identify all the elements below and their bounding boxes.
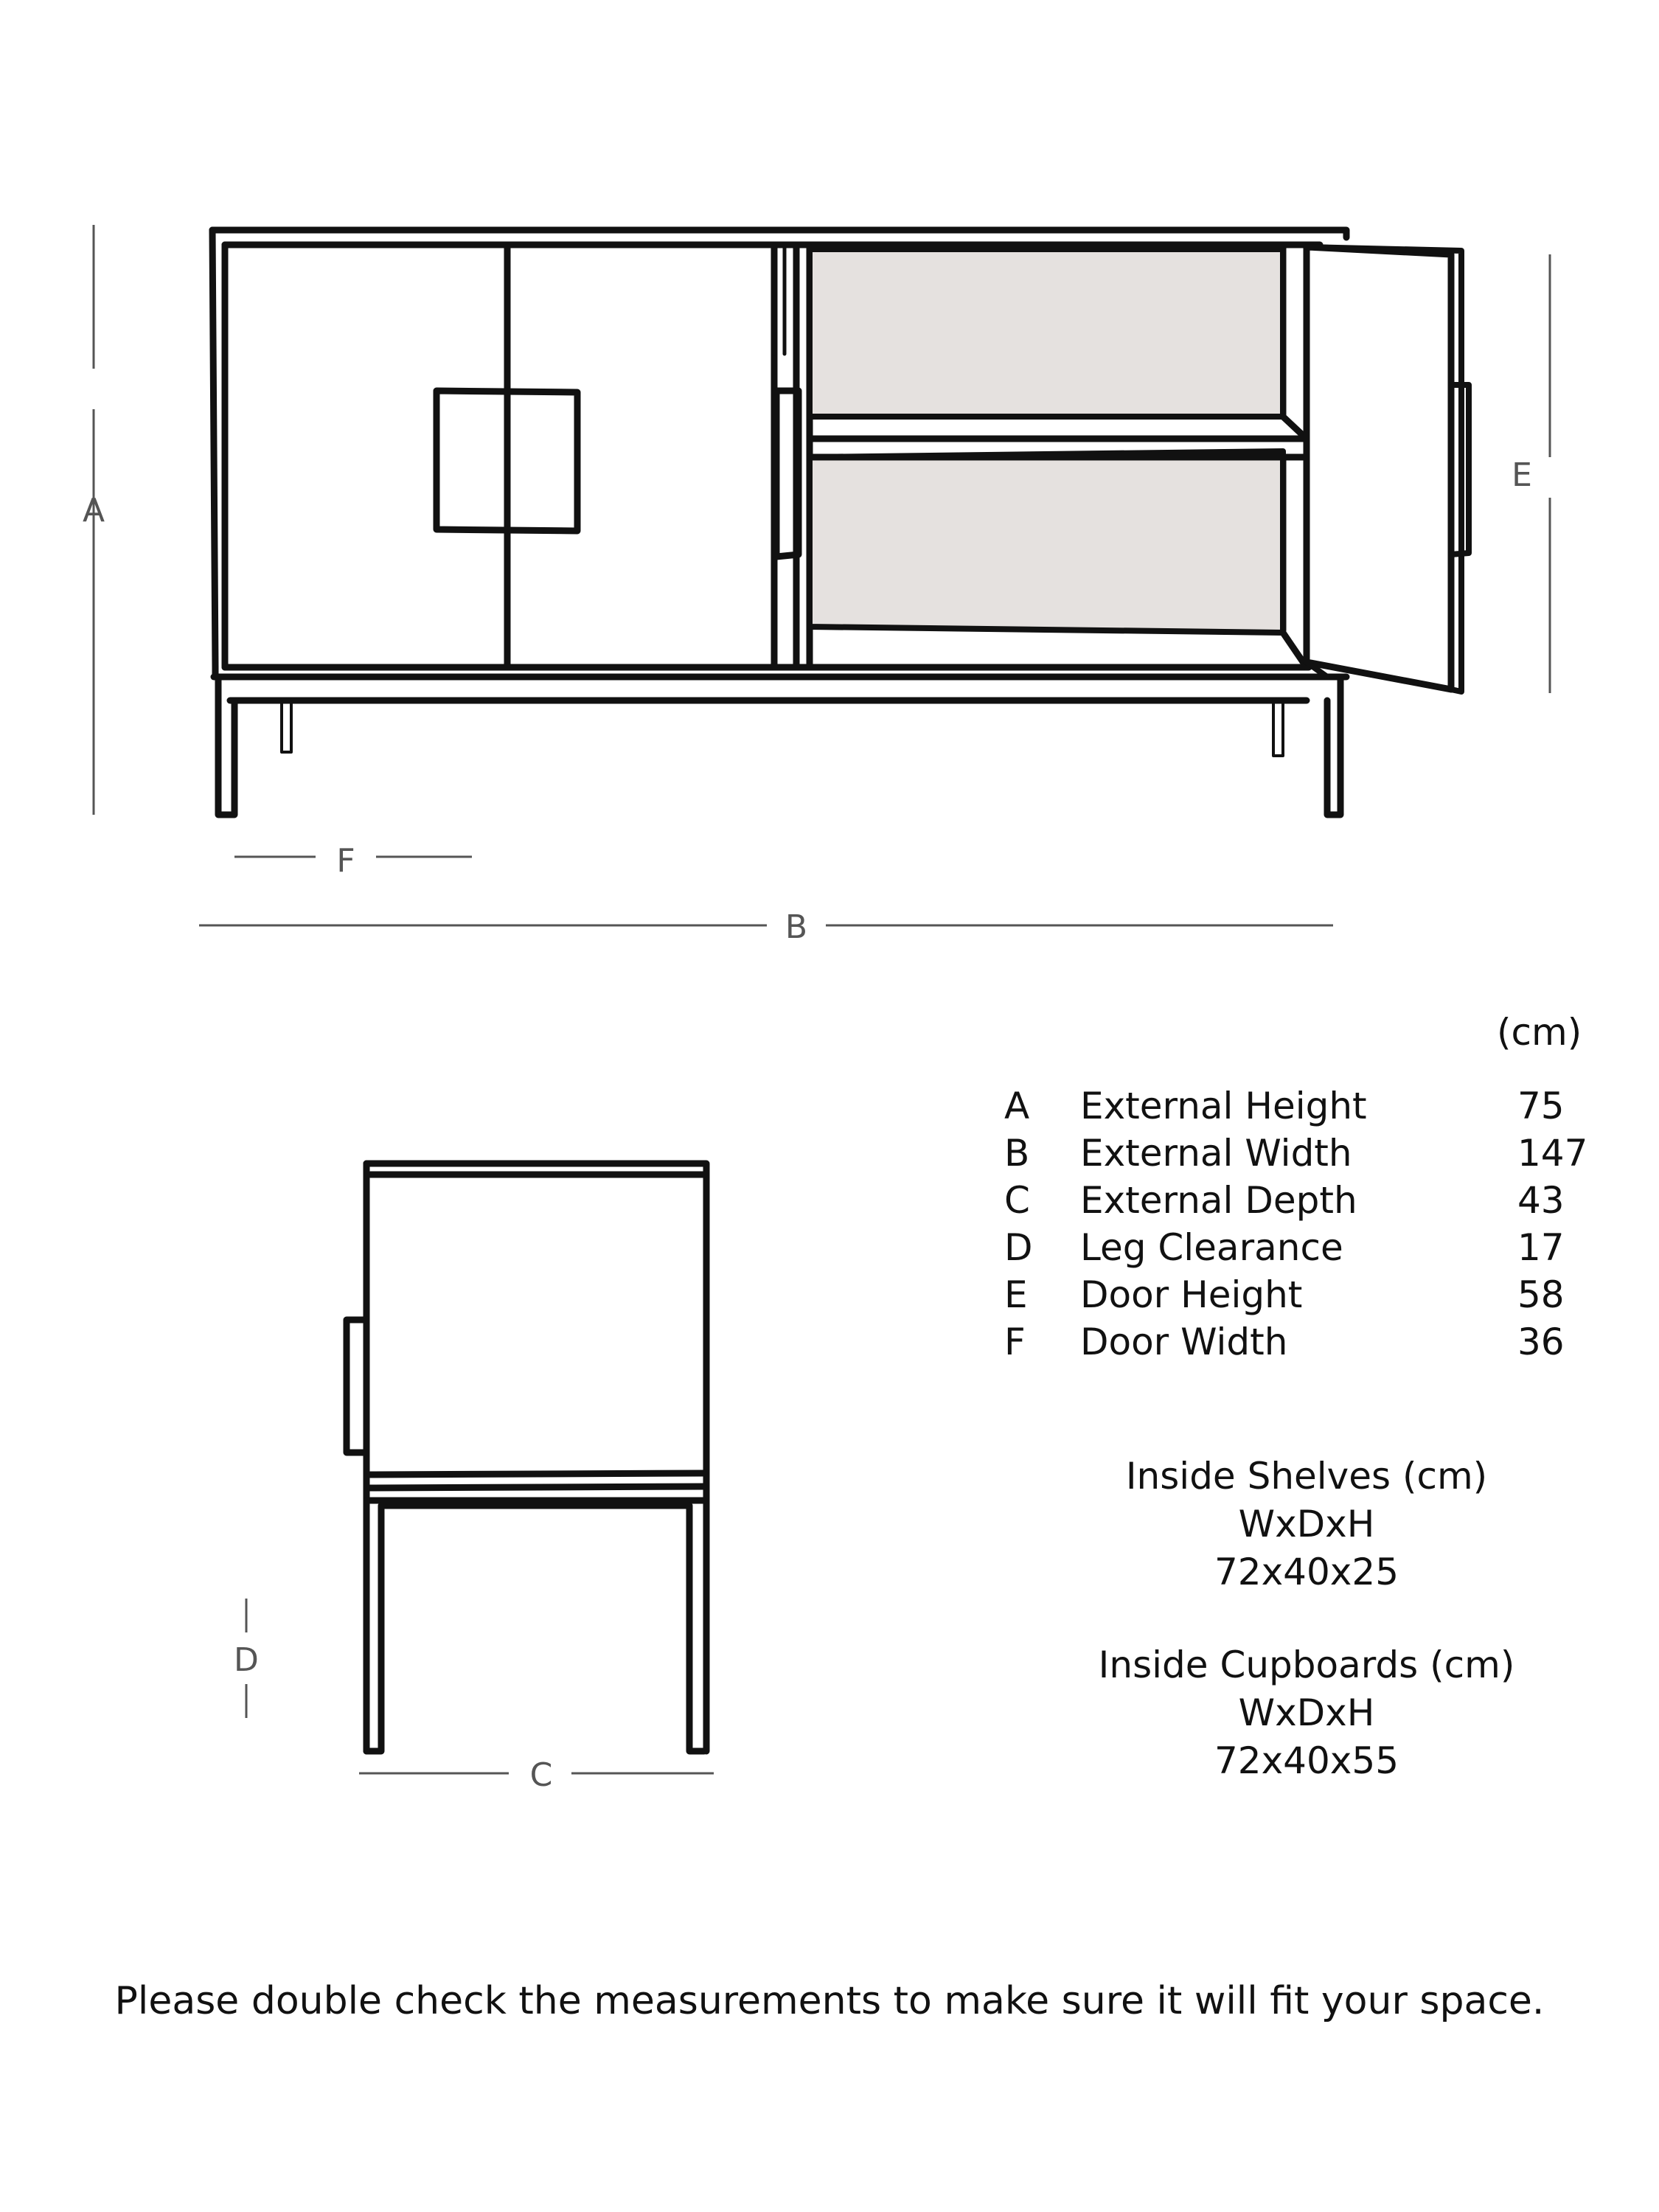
dim-label-d: D [234,1641,259,1679]
spec-value: 58 [1517,1273,1565,1316]
dim-label-b: B [785,908,808,946]
spec-value: 147 [1517,1132,1588,1175]
spec-label: External Depth [1080,1179,1357,1222]
spec-letter: B [1004,1132,1030,1175]
inside-shelves-title: Inside Shelves (cm) [1125,1455,1488,1498]
inside-shelves-block [1048,1453,1565,1596]
inside-cupboards-format: WxDxH [1238,1691,1375,1734]
inside-shelves-value: 72x40x25 [1214,1551,1399,1593]
spec-letter: F [1004,1321,1026,1363]
unit-header: (cm) [1497,1011,1582,1054]
spec-value: 17 [1517,1226,1565,1269]
dim-label-f: F [336,842,355,880]
dim-label-a: A [82,492,105,529]
spec-label: Leg Clearance [1080,1226,1343,1269]
dim-label-e: E [1512,456,1532,494]
inside-cupboards-block [1048,1641,1565,1785]
spec-letter: E [1004,1273,1028,1316]
spec-letter: D [1004,1226,1033,1269]
spec-label: Door Height [1080,1273,1303,1316]
inside-shelves-format: WxDxH [1238,1503,1375,1545]
spec-value: 43 [1517,1179,1565,1222]
spec-letter: A [1004,1085,1030,1127]
spec-letter: C [1004,1179,1030,1222]
inside-cupboards-title: Inside Cupboards (cm) [1098,1644,1515,1686]
inside-cupboards-value: 72x40x55 [1214,1739,1399,1782]
spec-label: Door Width [1080,1321,1288,1363]
spec-label: External Width [1080,1132,1352,1175]
footer-note: Please double check the measurements to make sure it will fit your space. [114,1979,1545,2023]
spec-label: External Height [1080,1085,1367,1127]
spec-value: 36 [1517,1321,1565,1363]
spec-value: 75 [1517,1085,1565,1127]
dim-label-c: C [529,1756,553,1794]
side-view [347,1164,706,1751]
